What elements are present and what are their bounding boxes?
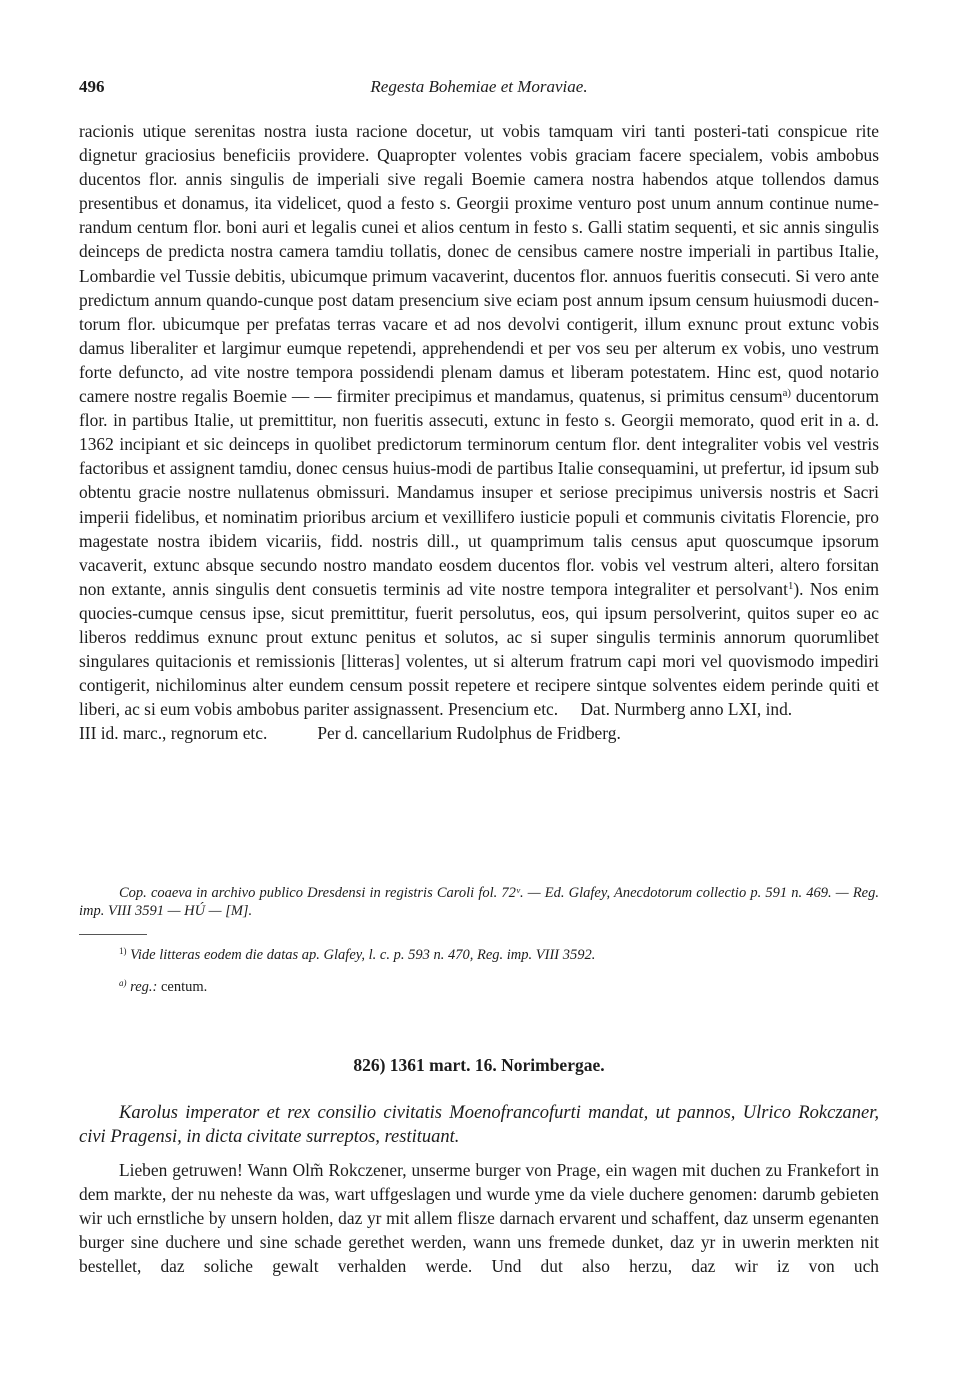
footnote-text: Vide litteras eodem die datas ap. Glafey, l. c. p. 593 n. 470, Reg. imp. VIII 3592. xyxy=(130,947,596,963)
footnote-divider xyxy=(79,934,147,935)
document-heading: 826) 1361 mart. 16. Norimbergae. xyxy=(353,1055,605,1075)
closing-date: III id. marc., regnorum etc. xyxy=(79,723,268,744)
footnote-reference-1[interactable]: 1 xyxy=(787,579,794,592)
source-note xyxy=(79,884,879,920)
footnote-mark: 1) xyxy=(119,946,127,957)
chancery-note: Per d. cancellarium Rudolphus de Fridberg. xyxy=(317,723,621,744)
footnote-text: centum. xyxy=(160,979,208,995)
running-title: Regesta Bohemiae et Moraviae. xyxy=(370,77,588,96)
body-text-part-2: ducentorum flor. in partibus Italie, ut premittitur, non fueritis assecuti, extunc in festo s. Georgii memorato, quod erit in a. d. 1362 incipiant et sic deinceps in quolibet predictorum terminorum centum flor. dent integraliter vobis vel vestris factoribus et assignent tamdiu, donec census huius-modi de partibus Italie consequamini, ut prefertur, id ipsum sub obtentu gracie nostre nullatenus obmissuri. Mandamus insuper et seriose precipimus universis nostris et Sacri imperii fidelibus, et nominatim prioribus arcium et vexillifero iusticie populi et communis civitatis Florencie, pro magestate nostra ibidem vicariis, fidd. nostris dill., ut quamprimum talis census aput quoscumque ipsorum vacaverit, extunc absque secundo nostro mandato eosdem ducentos flor. vobis vel vestrum alteri, altero forsitan non extante, annis singulis dent consuetis terminis ad vite nostre tempora integraliter et persolvant xyxy=(79,386,879,599)
footnotes xyxy=(119,946,879,1010)
regest xyxy=(79,1101,879,1149)
body-text xyxy=(79,119,879,745)
footnote-a xyxy=(119,978,879,996)
source-note-text: Cop. coaeva in archivo publico Dresdensi in registris Caroli fol. 72ᵛ. — Ed. Glafey, Anecdotorum collectio p. 591 n. 469. — Reg. imp. VIII 3591 — HÚ — [M]. xyxy=(79,885,879,919)
closing-line xyxy=(79,721,879,745)
document-text xyxy=(79,1158,879,1278)
page-header xyxy=(79,77,879,101)
body-text-part-1: racionis utique serenitas nostra iusta racione docetur, ut vobis tamquam viri tanti posteri-tati conspicue rite dignetur graciosius beneficiis providere. Quapropter volentes vobis graciam facere specialem, vobis ambobus ducentos flor. annis singulis de imperiali sive regali Boemie camera nostra habendos atque tollendos damus presentibus et donamus, ita videlicet, quod a festo s. Georgii proxime venturo post unum annum continue nume-randum centum flor. boni auri et legalis cunei et alios centum in festo s. Galli statim sequenti, et sic annis singulis deinceps de predicta nostra camera tamdiu tollatis, donec de censibus camere nostre imperiali in partibus Italie, Lombardie vel Tussie debitis, ubicumque primum vacaverint, ducentos flor. annuos fueritis consecuti. Si vero ante predictum annum quando-cunque post datam presencium sive eciam post annum ipsum censum huiusmodi ducen-torum flor. ubicumque per prefatas terras vacare et ad nos devolvi contigerit, illum exnunc prout extunc vobis damus liberaliter et largimur eumque repetendi, apprehendendi et per vos seu per alterum ex vobis, uno vestrum forte defuncto, ad vite nostre tempora possidendi plenam damus et liberam potestatem. Hinc est, quod notario camere nostre regalis Boemie — — firmiter precipimus et mandamus, quatenus, si primitus censum xyxy=(79,121,879,407)
footnote-mark: a) xyxy=(119,978,127,989)
footnote-reference-a[interactable]: a) xyxy=(782,387,791,400)
footnote-1 xyxy=(119,946,879,964)
footnote-label: reg.: xyxy=(130,979,158,995)
body-text-part-3: ). Nos enim quocies-cumque census ipse, sicut premittitur, fuerit persolutus, eos, qui ipsum persolverint, quitos super eo ac liberos reddimus exnunc prout extunc penitus et solutos, ac si super singulis terminis annorum quorumlibet singulares quitacionis et remissionis [litteras] volentes, ut si alterum fratrum capi mori vel quovismodo impediri contigerit, nichilominus alter eundem censum possit repetere et recipere sintque solventes eidem perinde quiti et liberi, ac si eum vobis ambobus pariter assignassent. Presencium etc. xyxy=(79,578,879,720)
page-number: 496 xyxy=(79,77,105,96)
dating-clause: Dat. Nurmberg anno LXI, ind. xyxy=(580,699,793,720)
body-paragraph xyxy=(79,119,879,721)
document-text-paragraph: Lieben getruwen! Wann Olm̃ Rokczener, unserme burger von Prage, ein wagen mit duchen zu Frankefort in dem markte, der nu neheste da was, wart uffgeslagen und wurde yme da viele duchere genomen: darumb gebieten wir uch ernstliche by unsern holden, daz yr mit allem flisze darnach ervarent und schaffent, daz unserm egenanten burger sine duchere und sine schade gerethet werden, wann uns fremede dunket, daz yr in uwerin merkten nit bestellet, daz soliche gewalt verhalden werde. Und dut also herzu, daz wir iz von uch xyxy=(79,1160,879,1277)
regest-text: Karolus imperator et rex consilio civitatis Moenofrancofurti mandat, ut pannos, Ulrico Rokczaner, civi Pragensi, in dicta civitate surreptos, restituant. xyxy=(79,1103,879,1147)
